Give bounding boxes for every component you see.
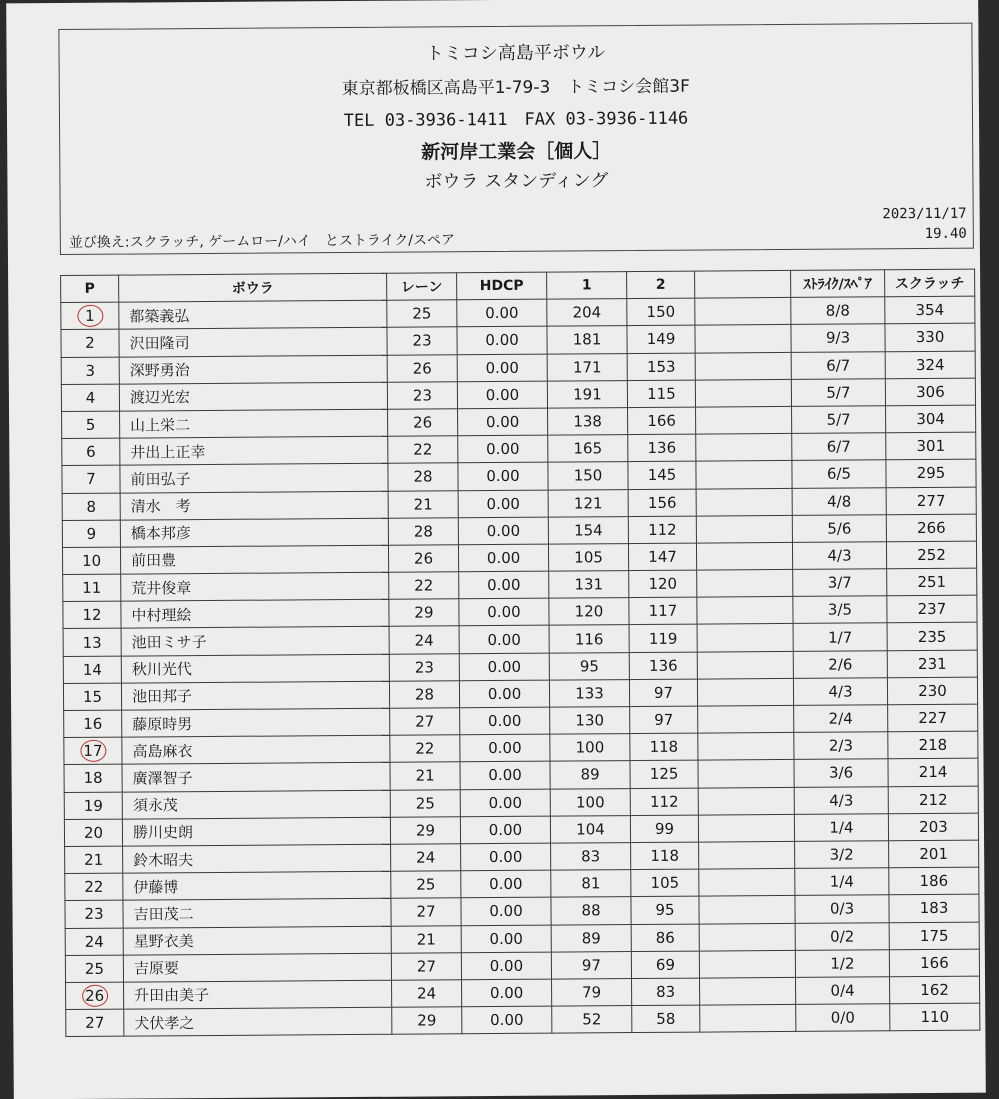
rank-cell (64, 737, 122, 765)
scratch-cell: 186 (889, 867, 979, 895)
game1-cell: 83 (551, 843, 631, 871)
blank-cell (697, 624, 793, 652)
game1-cell: 89 (550, 761, 630, 789)
game2-cell: 112 (630, 788, 698, 816)
game2-cell: 166 (628, 407, 696, 435)
blank-cell (696, 406, 792, 434)
game1-cell: 88 (551, 897, 631, 925)
hdcp-cell: 0.00 (459, 598, 549, 626)
rank-cell: 13 (63, 629, 121, 657)
scratch-cell: 214 (888, 759, 978, 787)
report-time: 19.40 (924, 225, 967, 242)
game2-cell: 99 (630, 815, 698, 843)
game2-cell: 69 (631, 951, 699, 979)
blank-cell (696, 515, 792, 543)
strike-spare-cell: 0/2 (795, 922, 889, 950)
lane-cell: 25 (391, 871, 461, 899)
rank-cell: 5 (62, 411, 120, 439)
lane-cell: 24 (392, 980, 462, 1008)
strike-spare-cell: 2/3 (794, 732, 888, 760)
sort-note: 並び換え:スクラッチ, ゲームロー/ハイ とストライク/スペア (68, 232, 455, 251)
scratch-cell: 212 (888, 786, 978, 814)
lane-cell: 24 (391, 844, 461, 872)
circled-rank: 26 (82, 985, 108, 1007)
rank-cell: 10 (62, 547, 120, 575)
hdcp-cell: 0.00 (459, 680, 549, 708)
standings-rows (61, 296, 980, 1036)
game1-cell: 130 (550, 707, 630, 735)
strike-spare-cell: 0/4 (796, 977, 890, 1005)
lane-cell: 26 (388, 409, 458, 437)
lane-cell: 21 (391, 925, 461, 953)
rank-cell: 25 (65, 955, 123, 983)
rank-cell: 8 (62, 493, 120, 521)
scratch-cell: 251 (887, 568, 977, 596)
game2-cell: 95 (631, 896, 699, 924)
rank-cell: 15 (63, 683, 121, 711)
game1-cell: 133 (549, 679, 629, 707)
hdcp-cell: 0.00 (458, 462, 548, 490)
rank-cell: 2 (61, 330, 119, 358)
hdcp-cell: 0.00 (460, 707, 550, 735)
scratch-cell: 304 (886, 405, 976, 433)
bowler-name: 升田由美子 (124, 980, 392, 1009)
lane-cell: 23 (387, 382, 457, 410)
strike-spare-cell: 4/3 (793, 678, 887, 706)
game1-cell: 97 (551, 951, 631, 979)
blank-cell (699, 869, 795, 897)
scratch-cell: 306 (885, 378, 975, 406)
bowler-name: 橋本邦彦 (120, 518, 388, 547)
circled-rank: 17 (80, 740, 106, 762)
col-blank (695, 270, 791, 298)
strike-spare-cell: 5/7 (791, 379, 885, 407)
rank-cell: 6 (62, 438, 120, 466)
game2-cell: 149 (627, 325, 695, 353)
lane-cell: 25 (387, 300, 457, 328)
scratch-cell: 330 (885, 324, 975, 352)
strike-spare-cell: 0/0 (796, 1004, 890, 1032)
lane-cell: 28 (388, 517, 458, 545)
blank-cell (698, 705, 794, 733)
game2-cell: 125 (630, 760, 698, 788)
game1-cell: 120 (549, 598, 629, 626)
rank-cell: 4 (61, 384, 119, 412)
game1-cell: 121 (548, 489, 628, 517)
scratch-cell: 183 (889, 894, 979, 922)
strike-spare-cell: 3/7 (793, 569, 887, 597)
hdcp-cell: 0.00 (458, 408, 548, 436)
game2-cell: 153 (627, 353, 695, 381)
game2-cell: 147 (628, 543, 696, 571)
bowler-name: 伊藤博 (123, 871, 391, 900)
rank-cell: 12 (63, 601, 121, 629)
rank-cell: 14 (63, 656, 121, 684)
game1-cell: 81 (551, 870, 631, 898)
game2-cell: 120 (629, 570, 697, 598)
scratch-cell: 110 (890, 1003, 980, 1031)
game1-cell: 100 (550, 788, 630, 816)
game2-cell: 136 (628, 434, 696, 462)
rank-cell: 11 (63, 574, 121, 602)
scratch-cell: 277 (886, 487, 976, 515)
rank-cell: 21 (65, 846, 123, 874)
game2-cell: 117 (629, 597, 697, 625)
bowler-name: 池田ミサ子 (121, 627, 389, 656)
hdcp-cell: 0.00 (460, 789, 550, 817)
bowler-name: 渡辺光宏 (119, 382, 387, 411)
blank-cell (698, 814, 794, 842)
rank-cell: 18 (64, 764, 122, 792)
blank-cell (697, 678, 793, 706)
game1-cell: 95 (549, 652, 629, 680)
strike-spare-cell: 2/4 (794, 705, 888, 733)
hdcp-cell: 0.00 (458, 435, 548, 463)
rank-cell: 3 (61, 357, 119, 385)
blank-cell (695, 325, 791, 353)
bowler-name: 吉原要 (123, 953, 391, 982)
hdcp-cell: 0.00 (460, 762, 550, 790)
strike-spare-cell: 0/3 (795, 895, 889, 923)
bowler-name: 秋川光代 (121, 654, 389, 683)
blank-cell (698, 760, 794, 788)
rank-cell: 7 (62, 465, 120, 493)
bowler-name: 前田豊 (120, 545, 388, 574)
rank-cell: 16 (64, 710, 122, 738)
lane-cell: 29 (390, 817, 460, 845)
bowler-name: 須永茂 (122, 790, 390, 819)
bowler-name: 都築義弘 (119, 300, 387, 329)
lane-cell: 21 (388, 490, 458, 518)
rank-cell: 23 (65, 900, 123, 928)
bowler-name: 沢田隆司 (119, 328, 387, 357)
game2-cell: 118 (631, 842, 699, 870)
shop-address: 東京都板橋区高島平1-79-3 トミコシ会館3F (341, 76, 690, 100)
game2-cell: 86 (631, 924, 699, 952)
game2-cell: 58 (632, 1005, 700, 1033)
scratch-cell: 203 (888, 813, 978, 841)
hdcp-cell: 0.00 (457, 381, 547, 409)
game1-cell: 105 (548, 543, 628, 571)
game1-cell: 89 (551, 924, 631, 952)
game1-cell: 104 (550, 815, 630, 843)
game2-cell: 83 (632, 978, 700, 1006)
strike-spare-cell: 4/8 (792, 487, 886, 515)
scratch-cell: 324 (885, 351, 975, 379)
scratch-cell: 301 (886, 432, 976, 460)
game2-cell: 97 (630, 706, 698, 734)
hdcp-cell: 0.00 (457, 354, 547, 382)
rank-cell: 20 (64, 819, 122, 847)
scratch-cell: 235 (887, 623, 977, 651)
bowler-name: 山上栄二 (120, 409, 388, 438)
scratch-cell: 266 (886, 514, 976, 542)
bowler-name: 高島麻衣 (122, 735, 390, 764)
lane-cell: 27 (391, 952, 461, 980)
bowler-name: 荒井俊章 (121, 572, 389, 601)
strike-spare-cell: 6/7 (791, 351, 885, 379)
rank-cell: 9 (62, 520, 120, 548)
hdcp-cell: 0.00 (457, 327, 547, 355)
strike-spare-cell: 1/4 (795, 868, 889, 896)
hdcp-cell: 0.00 (458, 517, 548, 545)
game1-cell: 150 (548, 462, 628, 490)
hdcp-cell: 0.00 (459, 626, 549, 654)
hdcp-cell: 0.00 (461, 870, 551, 898)
game2-cell: 115 (627, 380, 695, 408)
strike-spare-cell: 1/4 (794, 814, 888, 842)
blank-cell (696, 461, 792, 489)
blank-cell (697, 597, 793, 625)
hdcp-cell: 0.00 (461, 952, 551, 980)
strike-spare-cell: 4/3 (792, 542, 886, 570)
hdcp-cell: 0.00 (458, 490, 548, 518)
col-scratch: スクラッチ (885, 269, 975, 297)
blank-cell (697, 569, 793, 597)
lane-cell: 26 (388, 545, 458, 573)
blank-cell (700, 1004, 796, 1032)
hdcp-cell: 0.00 (461, 843, 551, 871)
hdcp-cell: 0.00 (462, 979, 552, 1007)
scratch-cell: 252 (886, 541, 976, 569)
lane-cell: 23 (387, 327, 457, 355)
scratch-cell: 354 (885, 296, 975, 324)
blank-cell (698, 787, 794, 815)
blank-cell (696, 434, 792, 462)
blank-cell (695, 298, 791, 326)
rank-cell: 24 (65, 928, 123, 956)
standings-table (60, 269, 980, 1038)
lane-cell: 24 (389, 626, 459, 654)
blank-cell (697, 651, 793, 679)
blank-cell (700, 977, 796, 1005)
strike-spare-cell: 6/5 (792, 460, 886, 488)
circled-rank: 1 (77, 305, 103, 327)
blank-cell (699, 841, 795, 869)
scratch-cell: 166 (889, 949, 979, 977)
bowler-name: 星野衣美 (123, 926, 391, 955)
rank-cell: 27 (66, 1009, 124, 1037)
blank-cell (696, 542, 792, 570)
strike-spare-cell: 3/2 (795, 841, 889, 869)
game1-cell: 181 (547, 326, 627, 354)
scratch-cell: 218 (888, 731, 978, 759)
scratch-cell: 295 (886, 459, 976, 487)
game2-cell: 150 (627, 298, 695, 326)
game1-cell: 191 (547, 380, 627, 408)
shop-name: トミコシ高島平ボウル (425, 42, 606, 65)
bowler-name: 鈴木昭夫 (123, 844, 391, 873)
lane-cell: 28 (389, 681, 459, 709)
lane-cell: 25 (390, 789, 460, 817)
rank-cell: 22 (65, 873, 123, 901)
hdcp-cell: 0.00 (457, 299, 547, 327)
rank-cell (61, 302, 119, 330)
hdcp-cell: 0.00 (459, 571, 549, 599)
strike-spare-cell: 2/6 (793, 650, 887, 678)
lane-cell: 26 (387, 354, 457, 382)
bowler-name: 廣澤智子 (122, 763, 390, 792)
hdcp-cell: 0.00 (458, 544, 548, 572)
report-subtitle: ボウラ スタンディング (424, 170, 609, 193)
game2-cell: 156 (628, 489, 696, 517)
strike-spare-cell: 3/5 (793, 596, 887, 624)
lane-cell: 23 (389, 653, 459, 681)
game1-cell: 171 (547, 353, 627, 381)
scratch-cell: 227 (888, 704, 978, 732)
bowler-name: 犬伏孝之 (124, 1007, 392, 1036)
report-date: 2023/11/17 (882, 205, 967, 223)
lane-cell: 29 (389, 599, 459, 627)
hdcp-cell: 0.00 (460, 816, 550, 844)
scratch-cell: 162 (890, 976, 980, 1004)
col-lane: レーン (387, 273, 457, 301)
hdcp-cell: 0.00 (459, 653, 549, 681)
hdcp-cell: 0.00 (460, 734, 550, 762)
shop-contact: TEL 03-3936-1411 FAX 03-3936-1146 (343, 108, 689, 132)
game1-cell: 52 (552, 1006, 632, 1034)
hdcp-cell: 0.00 (461, 897, 551, 925)
lane-cell: 28 (388, 463, 458, 491)
blank-cell (695, 379, 791, 407)
event-title: 新河岸工業会［個人］ (421, 140, 612, 164)
strike-spare-cell: 6/7 (792, 433, 886, 461)
blank-cell (699, 896, 795, 924)
bowler-name: 吉田茂二 (123, 899, 391, 928)
col-game2: 2 (627, 271, 695, 299)
lane-cell: 22 (388, 436, 458, 464)
game2-cell: 145 (628, 461, 696, 489)
col-position: P (61, 275, 119, 303)
scratch-cell: 237 (887, 595, 977, 623)
bowler-name: 藤原時男 (122, 708, 390, 737)
bowler-name: 深野勇治 (119, 355, 387, 384)
strike-spare-cell: 5/6 (792, 514, 886, 542)
game2-cell: 112 (628, 516, 696, 544)
rank-cell (66, 982, 124, 1010)
hdcp-cell: 0.00 (462, 1006, 552, 1034)
game2-cell: 97 (629, 679, 697, 707)
col-game1: 1 (547, 272, 627, 300)
lane-cell: 27 (390, 708, 460, 736)
report-datetime (882, 204, 967, 245)
lane-cell: 29 (392, 1007, 462, 1035)
game2-cell: 105 (631, 869, 699, 897)
table-row (66, 1003, 980, 1037)
standings-sheet (6, 0, 986, 1099)
bowler-name: 井出上正幸 (120, 436, 388, 465)
scratch-cell: 201 (889, 840, 979, 868)
bowler-name: 前田弘子 (120, 464, 388, 493)
scratch-cell: 175 (889, 922, 979, 950)
strike-spare-cell: 1/2 (795, 949, 889, 977)
strike-spare-cell: 5/7 (792, 406, 886, 434)
col-bowler: ボウラ (119, 273, 387, 302)
bowler-name: 勝川史朗 (122, 817, 390, 846)
game1-cell: 116 (549, 625, 629, 653)
scratch-cell: 230 (887, 677, 977, 705)
bowler-name: 中村理絵 (121, 599, 389, 628)
strike-spare-cell: 9/3 (791, 324, 885, 352)
header-box (58, 23, 974, 255)
rank-cell: 19 (64, 792, 122, 820)
blank-cell (696, 488, 792, 516)
blank-cell (695, 352, 791, 380)
bowler-name: 池田邦子 (121, 681, 389, 710)
col-hdcp: HDCP (457, 272, 547, 300)
scratch-cell: 231 (887, 650, 977, 678)
col-strike-spare: ｽﾄﾗｲｸ/ｽﾍﾟｱ (791, 270, 885, 298)
game1-cell: 165 (548, 435, 628, 463)
blank-cell (699, 923, 795, 951)
lane-cell: 27 (391, 898, 461, 926)
game2-cell: 118 (630, 733, 698, 761)
game1-cell: 138 (548, 408, 628, 436)
blank-cell (699, 950, 795, 978)
strike-spare-cell: 1/7 (793, 623, 887, 651)
bowler-name: 清水 考 (120, 491, 388, 520)
game2-cell: 119 (629, 625, 697, 653)
lane-cell: 22 (389, 572, 459, 600)
lane-cell: 21 (390, 762, 460, 790)
game1-cell: 131 (549, 571, 629, 599)
game2-cell: 136 (629, 652, 697, 680)
game1-cell: 100 (550, 734, 630, 762)
game1-cell: 79 (552, 978, 632, 1006)
blank-cell (698, 733, 794, 761)
hdcp-cell: 0.00 (461, 925, 551, 953)
strike-spare-cell: 4/3 (794, 786, 888, 814)
strike-spare-cell: 3/6 (794, 759, 888, 787)
game1-cell: 204 (547, 299, 627, 327)
strike-spare-cell: 8/8 (791, 297, 885, 325)
lane-cell: 22 (390, 735, 460, 763)
game1-cell: 154 (548, 516, 628, 544)
